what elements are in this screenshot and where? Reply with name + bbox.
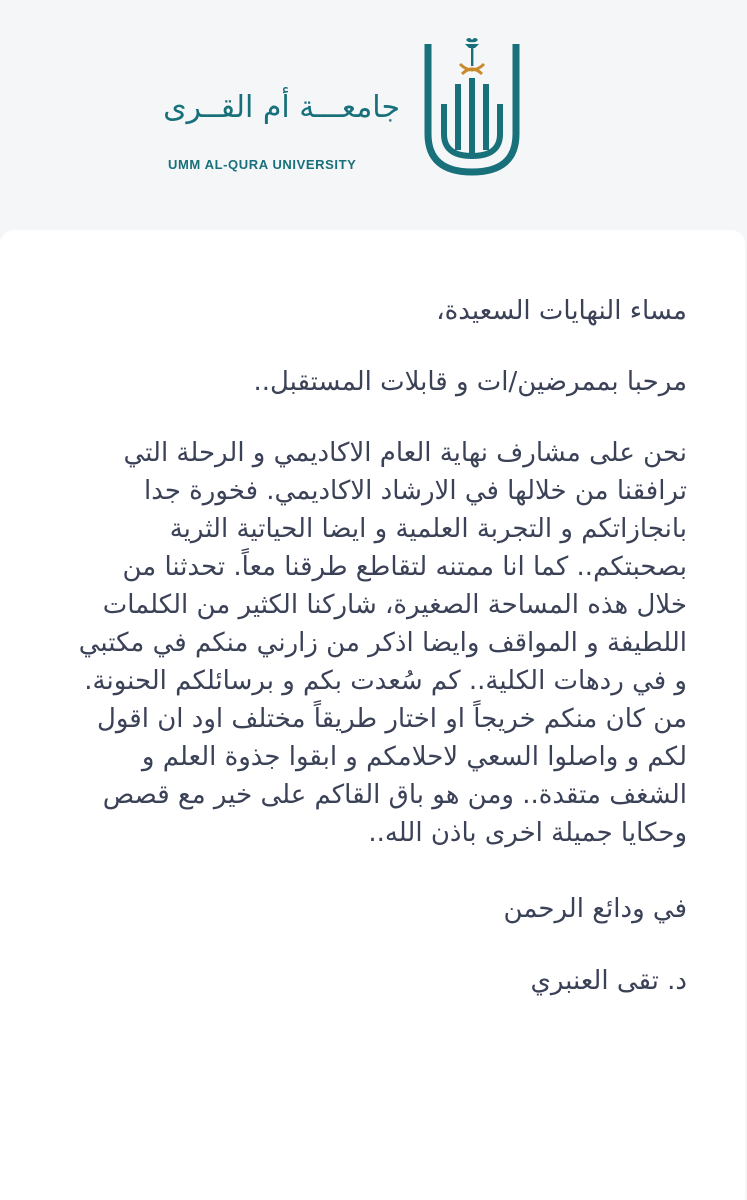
farewell: في ودائع الرحمن <box>503 894 687 924</box>
message-card <box>0 230 745 1200</box>
logo-name-arabic: جامعـــة أم القــرى <box>163 90 400 125</box>
palm-swords-icon <box>460 38 484 74</box>
welcome-line: مرحبا بممرضين/ات و قابلات المستقبل.. <box>253 367 687 397</box>
signature: د. تقى العنبري <box>530 966 687 996</box>
university-logo <box>160 30 530 180</box>
university-emblem-icon <box>422 34 522 176</box>
letter-body: نحن على مشارف نهاية العام الاكاديمي و الرحلة التي ترافقنا من خلالها في الارشاد الاكاديمي. فخورة جدا بانجازاتكم و التجربة العلمية و ايضا الحياتية الثرية بصحبتكم.. كما انا ممتنه لتقاطع طرقنا معاً. تحدثنا من خلال هذه المساحة الصغيرة، شاركنا الكثير من الكلمات اللطيفة و المواقف وايضا اذكر من زارني منكم في مكتبي و في ردهات الكلية.. كم سُعدت بكم و برسائلكم الحنونة. من كان منكم خريجاً او اختار طريقاً مختلف اود ان اقول لكم و واصلوا السعي لاحلامكم و ابقوا جذوة العلم و الشغف متقدة.. ومن هو باق القاكم على خير مع قصص وحكايا جميلة اخرى باذن الله.. <box>78 438 687 848</box>
header <box>0 0 747 230</box>
greeting: مساء النهايات السعيدة، <box>436 296 687 326</box>
logo-name-english: UMM AL-QURA UNIVERSITY <box>168 157 357 172</box>
letter <box>67 292 687 1000</box>
